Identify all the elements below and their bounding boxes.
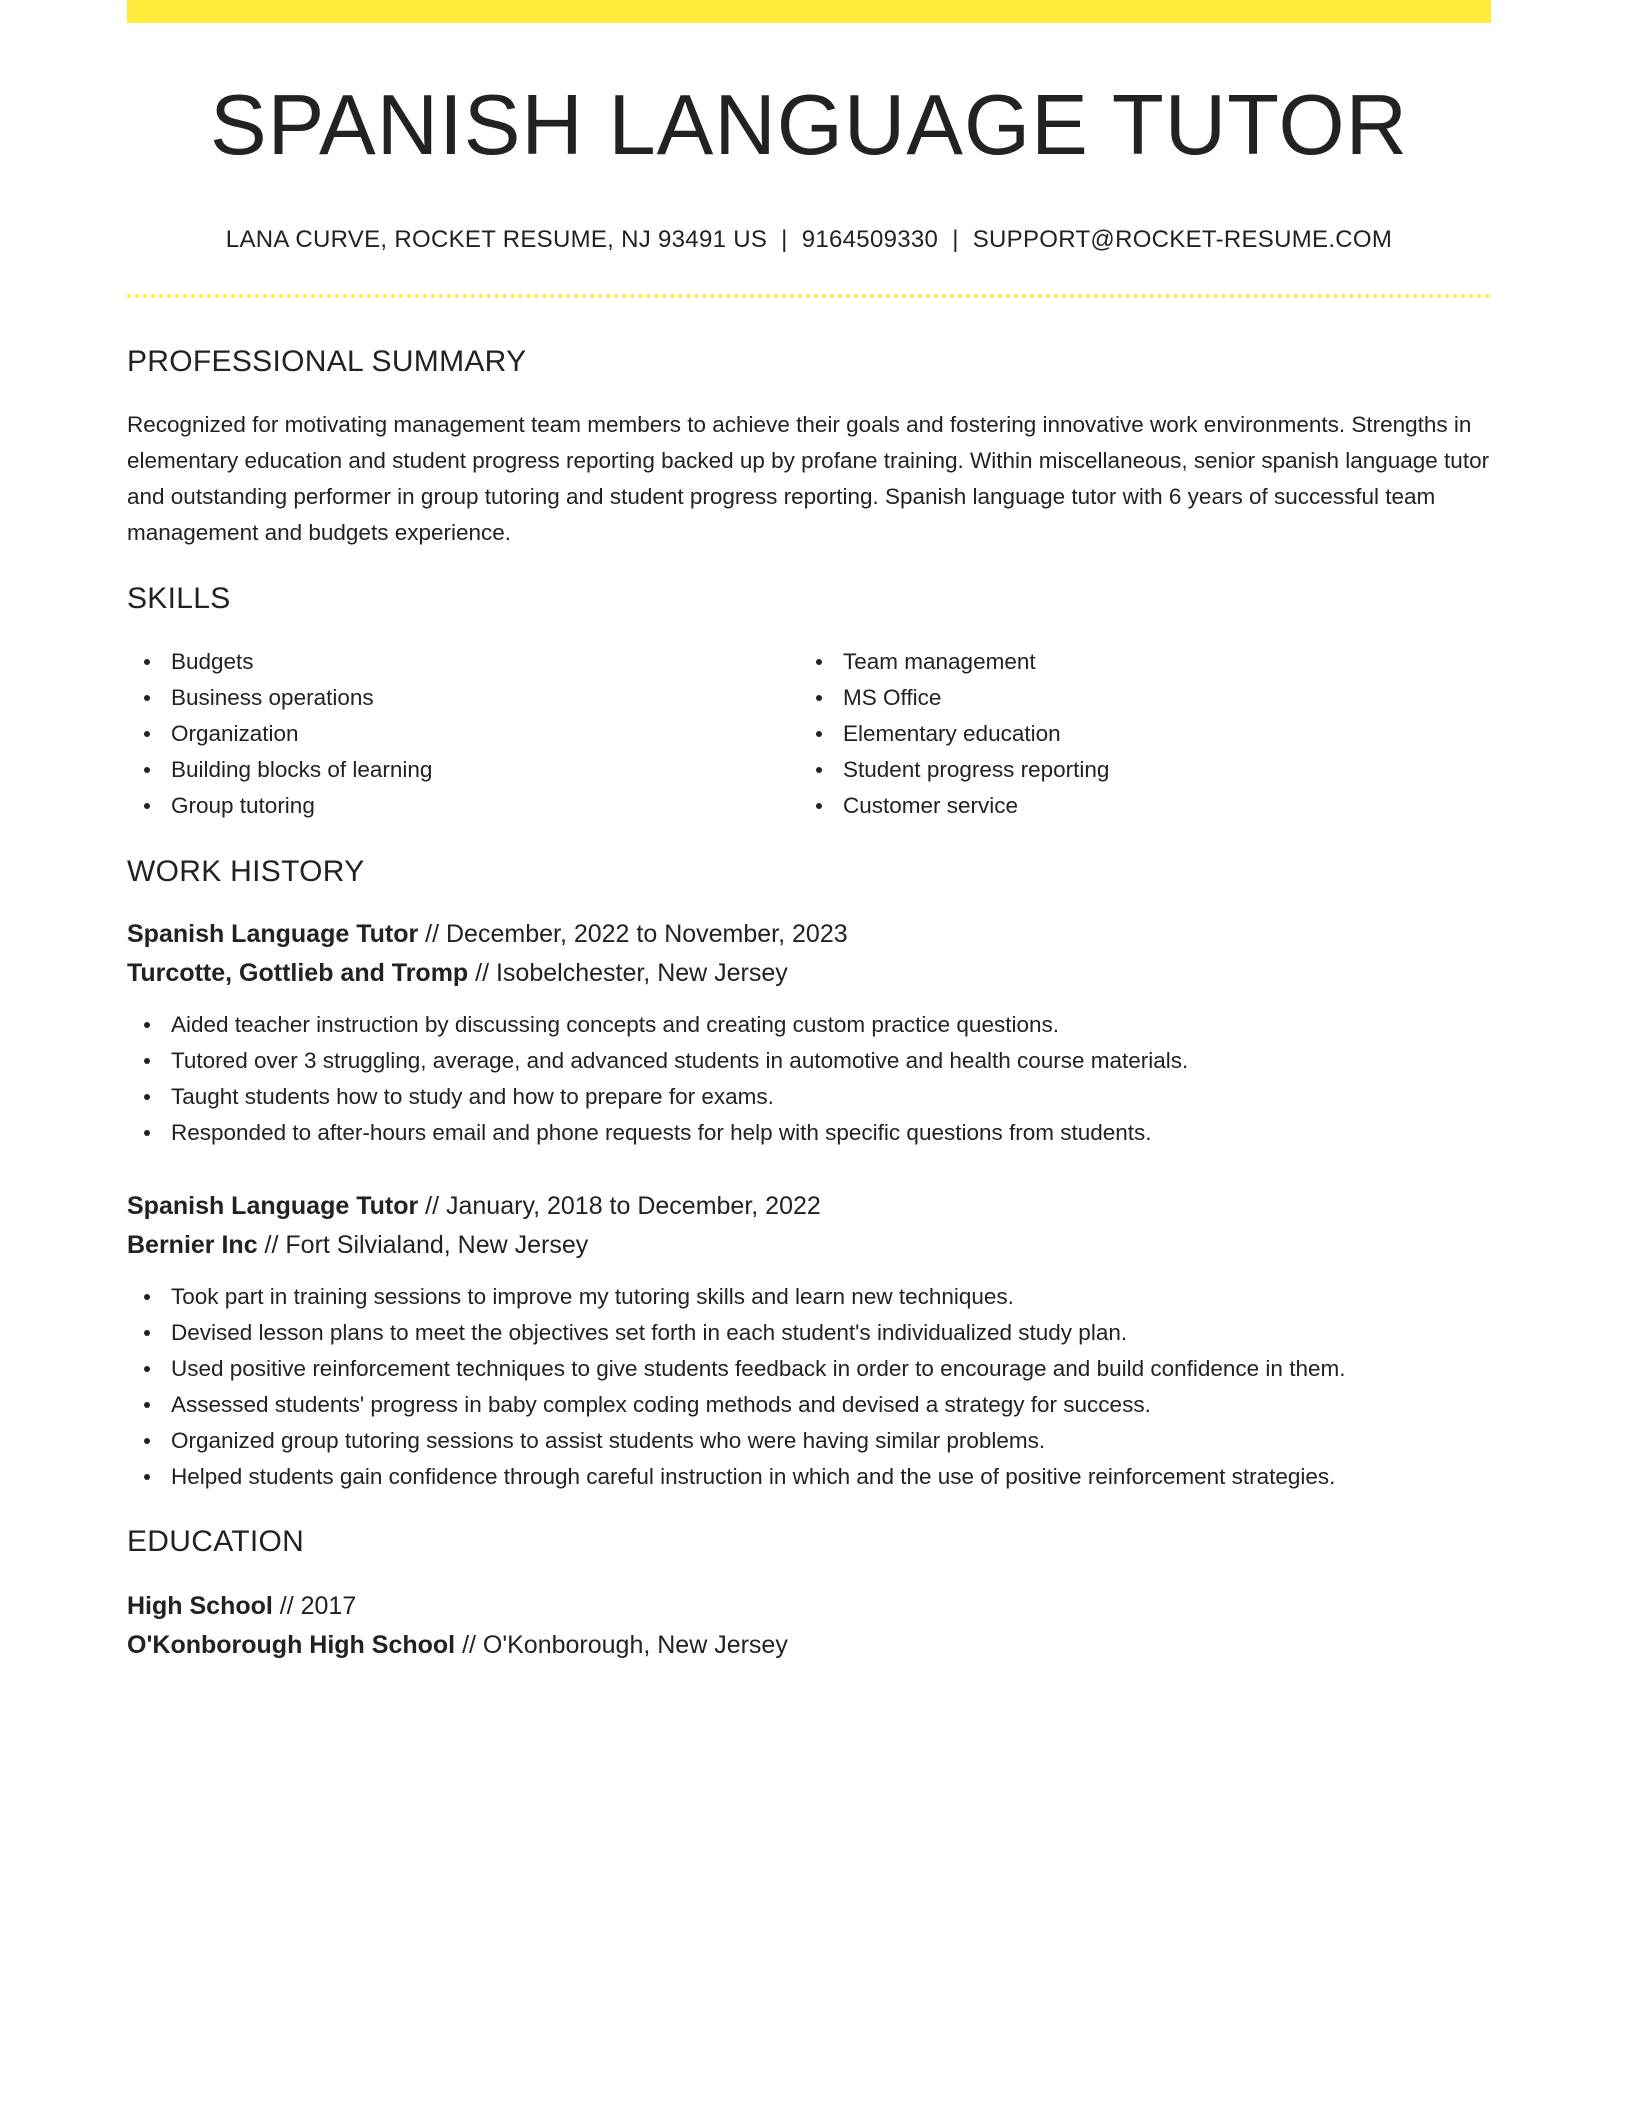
job-company-line	[127, 1226, 1491, 1265]
summary-text: Recognized for motivating management team members to achieve their goals and fostering innovative work environments. Strengths in elementary education and student progress reporting backed up by profane training. Within miscellaneous, senior spanish language tutor and outstanding performer in group tutoring and student progress reporting. Spanish language tutor with 6 years of successful team management and budgets experience.	[127, 412, 1490, 545]
job-bullet: Helped students gain confidence through careful instruction in which and the use of positive reinforcement strategies.	[171, 1459, 1491, 1495]
skills-grid	[127, 644, 1491, 824]
job-bullet: Devised lesson plans to meet the objectives set forth in each student's individualized study plan.	[171, 1315, 1491, 1351]
skills-heading: SKILLS	[127, 582, 231, 615]
contact-separator: |	[952, 226, 959, 253]
job-title-line	[127, 915, 1491, 954]
contact-phone: 9164509330	[801, 226, 939, 253]
resume-title: SPANISH LANGUAGE TUTOR	[209, 78, 1409, 173]
job-dates: // January, 2018 to December, 2022	[418, 1192, 821, 1220]
education-location: // O'Konborough, New Jersey	[455, 1631, 788, 1659]
job-bullet: Responded to after-hours email and phone requests for help with specific questions from students.	[171, 1115, 1491, 1151]
job-title: Spanish Language Tutor	[127, 920, 419, 948]
job-bullet: Took part in training sessions to improve my tutoring skills and learn new techniques.	[171, 1279, 1491, 1315]
job-bullet: Tutored over 3 struggling, average, and advanced students in automotive and health course materials.	[171, 1043, 1491, 1079]
resume-page	[127, 0, 1491, 1665]
skill-item: Elementary education	[843, 716, 1471, 752]
skill-item: MS Office	[843, 680, 1471, 716]
education-school-line	[127, 1626, 1491, 1665]
skill-item: Team management	[843, 644, 1471, 680]
skill-item: Budgets	[171, 644, 799, 680]
job-bullet: Assessed students' progress in baby complex coding methods and devised a strategy for success.	[171, 1387, 1491, 1423]
job-company: Bernier Inc	[127, 1231, 258, 1259]
skill-item: Group tutoring	[171, 788, 799, 824]
job-location: // Fort Silvialand, New Jersey	[257, 1231, 589, 1259]
skill-item: Student progress reporting	[843, 752, 1471, 788]
contact-line	[127, 226, 1491, 254]
skills-list-right	[799, 644, 1471, 824]
job-bullet: Aided teacher instruction by discussing concepts and creating custom practice questions.	[171, 1007, 1491, 1043]
job-entry	[127, 915, 1491, 1151]
contact-address: LANA CURVE, ROCKET RESUME, NJ 93491 US	[225, 226, 768, 253]
job-bullet: Used positive reinforcement techniques to give students feedback in order to encourage and build confidence in them.	[171, 1351, 1491, 1387]
job-bullets	[127, 1279, 1491, 1495]
job-bullet: Taught students how to study and how to prepare for exams.	[171, 1079, 1491, 1115]
job-title-line	[127, 1187, 1491, 1226]
education-degree-line	[127, 1587, 1491, 1626]
work-history-heading: WORK HISTORY	[127, 855, 365, 888]
education-entry	[127, 1587, 1491, 1665]
skill-item: Building blocks of learning	[171, 752, 799, 788]
summary-heading: PROFESSIONAL SUMMARY	[127, 345, 527, 378]
contact-email: SUPPORT@ROCKET-RESUME.COM	[972, 226, 1393, 253]
dotted-divider	[127, 294, 1491, 298]
education-year: // 2017	[272, 1592, 357, 1620]
skill-item: Business operations	[171, 680, 799, 716]
education-school: O'Konborough High School	[127, 1631, 456, 1659]
job-dates: // December, 2022 to November, 2023	[418, 920, 848, 948]
job-entry	[127, 1187, 1491, 1495]
job-bullet: Organized group tutoring sessions to assist students who were having similar problems.	[171, 1423, 1491, 1459]
education-heading: EDUCATION	[127, 1525, 305, 1558]
skill-item: Organization	[171, 716, 799, 752]
job-company: Turcotte, Gottlieb and Tromp	[127, 959, 469, 987]
skill-item: Customer service	[843, 788, 1471, 824]
job-title: Spanish Language Tutor	[127, 1192, 419, 1220]
job-bullets	[127, 1007, 1491, 1151]
contact-separator: |	[781, 226, 788, 253]
skills-list-left	[127, 644, 799, 824]
job-location: // Isobelchester, New Jersey	[468, 959, 788, 987]
education-degree: High School	[127, 1592, 273, 1620]
accent-bar	[127, 0, 1491, 23]
job-company-line	[127, 954, 1491, 993]
